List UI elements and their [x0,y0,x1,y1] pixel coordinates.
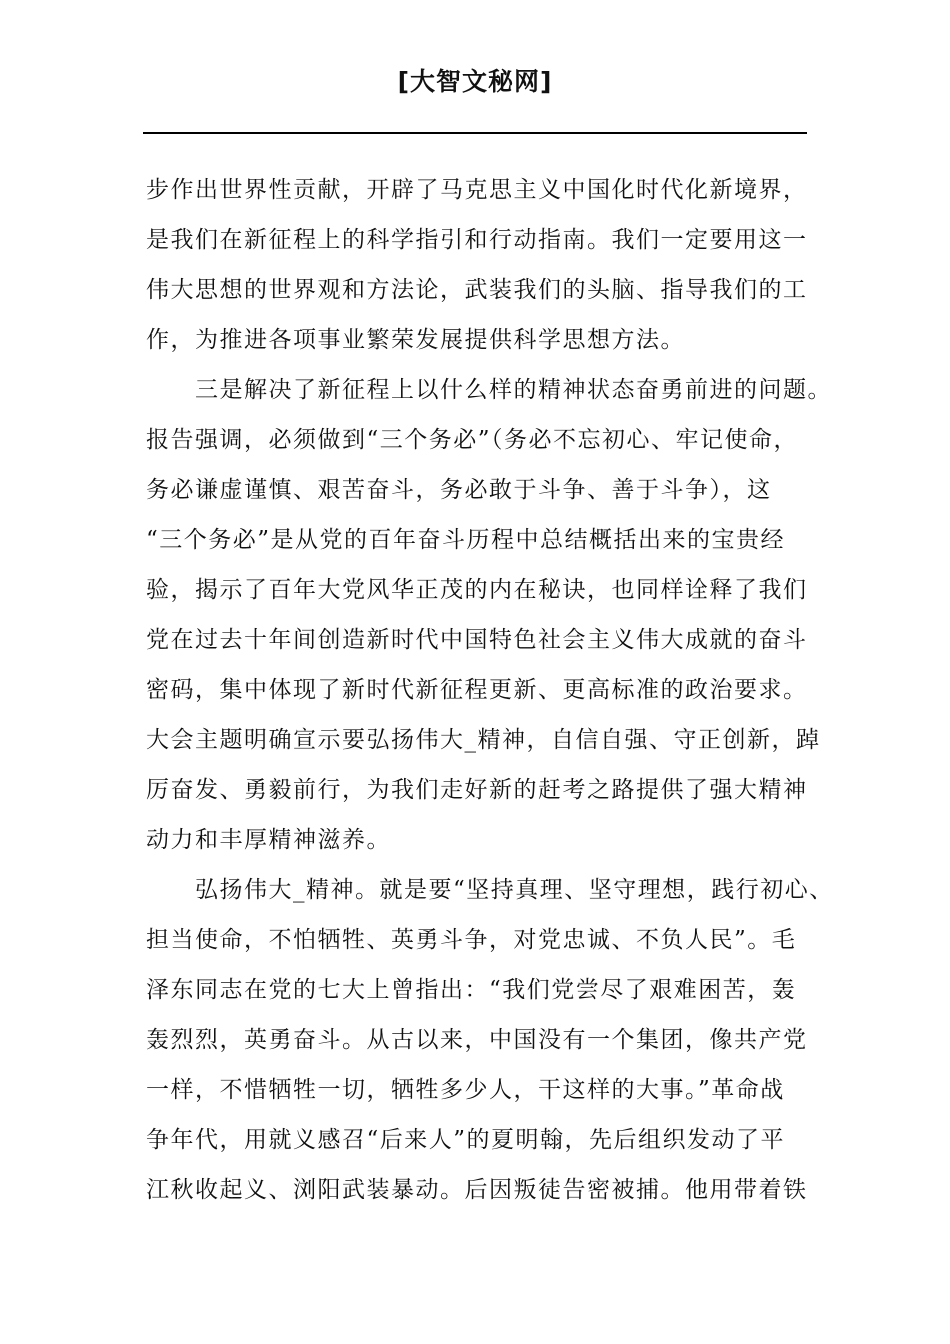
text-line: 党在过去十年间创造新时代中国特色社会主义伟大成就的奋斗 [146,627,808,653]
text-line: 轰烈烈，英勇奋斗。从古以来，中国没有一个集团，像共产党 [146,1027,808,1053]
text-line: 报告强调，必须做到“三个务必”（务必不忘初心、牢记使命， [146,427,799,453]
text-line: 伟大思想的世界观和方法论，武装我们的头脑、指导我们的工 [146,277,808,303]
text-line: 弘扬伟大_精神。就是要“坚持真理、坚守理想，践行初心、 [146,877,834,903]
text-line: 验，揭示了百年大党风华正茂的内在秘诀，也同样诠释了我们 [146,577,808,603]
text-line: 争年代，用就义感召“后来人”的夏明翰，先后组织发动了平 [146,1127,786,1153]
page-header-title: [大智文秘网] [397,67,553,96]
text-line: 步作出世界性贡献，开辟了马克思主义中国化时代化新境界， [146,177,808,203]
text-line: 务必谦虚谨慎、艰苦奋斗，务必敢于斗争、善于斗争），这 [146,477,772,503]
text-line: 厉奋发、勇毅前行，为我们走好新的赶考之路提供了强大精神 [146,777,808,803]
text-line: 一样，不惜牺牲一切，牺牲多少人，干这样的大事。”革命战 [146,1077,785,1103]
header-divider [143,132,807,134]
text-line: 江秋收起义、浏阳武装暴动。后因叛徒告密被捕。他用带着铁 [146,1177,808,1203]
text-line: 三是解决了新征程上以什么样的精神状态奋勇前进的问题。 [146,377,832,403]
text-line: 是我们在新征程上的科学指引和行动指南。我们一定要用这一 [146,227,808,253]
document-body [146,165,834,1215]
text-line: 作，为推进各项事业繁荣发展提供科学思想方法。 [146,327,685,353]
text-line: 大会主题明确宣示要弘扬伟大_精神，自信自强、守正创新，踔 [146,727,821,753]
text-line: 担当使命，不怕牺牲、英勇斗争，对党忠诚、不负人民”。毛 [146,927,797,953]
text-line: 泽东同志在党的七大上曾指出：“我们党尝尽了艰难困苦，轰 [146,977,797,1003]
text-line: 动力和丰厚精神滋养。 [146,827,391,853]
text-line: “三个务必”是从党的百年奋斗历程中总结概括出来的宝贵经 [146,527,786,553]
text-line: 密码，集中体现了新时代新征程更新、更高标准的政治要求。 [146,677,808,703]
